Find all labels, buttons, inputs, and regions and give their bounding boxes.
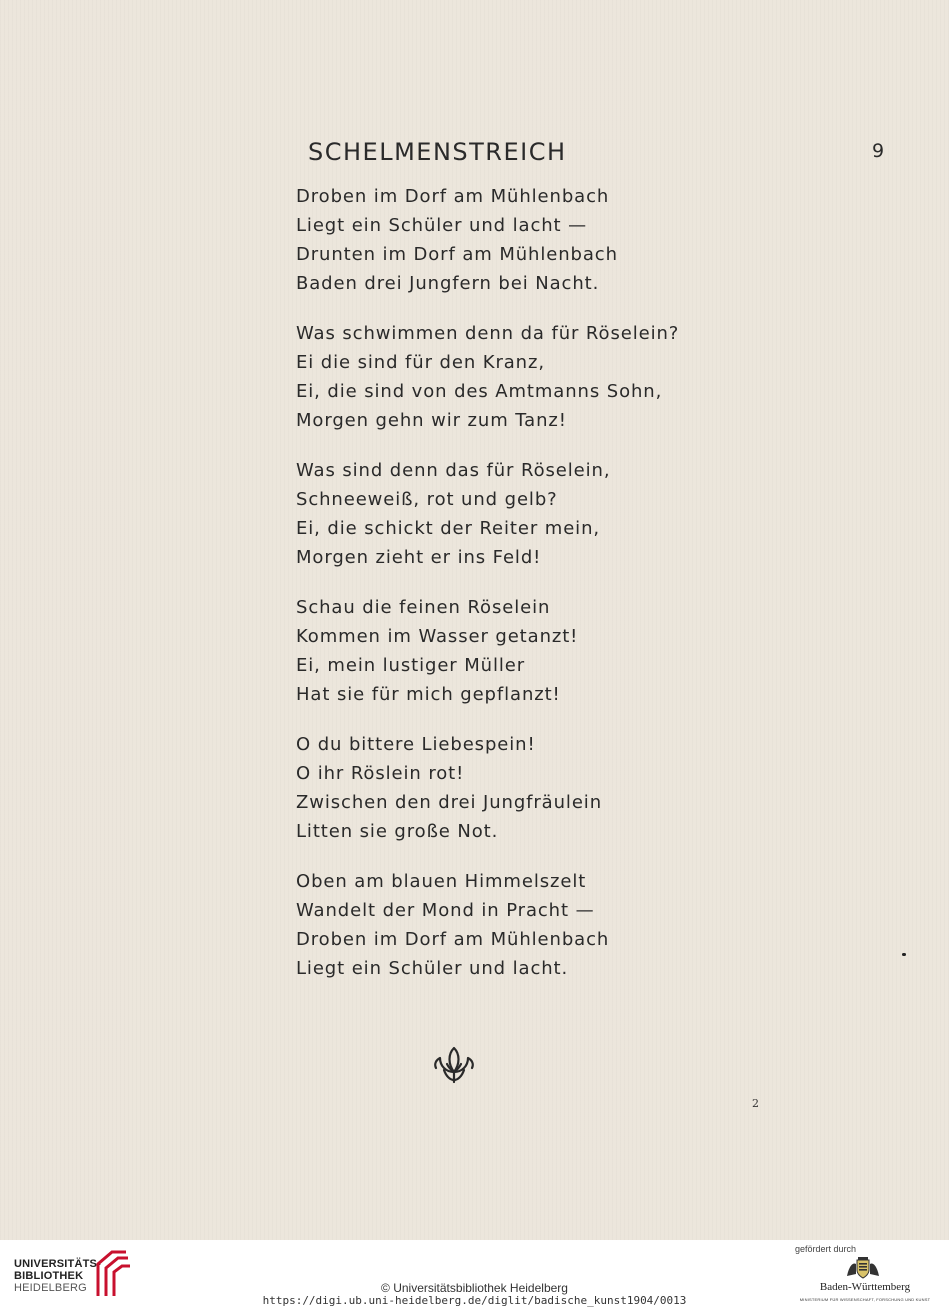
- funder-ministry: MINISTERIUM FÜR WISSENSCHAFT, FORSCHUNG UND KUNST: [799, 1297, 931, 1302]
- poem-line: Was sind denn das für Röselein,: [296, 460, 611, 481]
- poem-title: SCHELMENSTREICH: [308, 138, 567, 166]
- poem-line: Kommen im Wasser getanzt!: [296, 626, 579, 647]
- stanza: [296, 730, 736, 846]
- poem-line: Schneeweiß, rot und gelb?: [296, 489, 558, 510]
- poem-line: Was schwimmen denn da für Röselein?: [296, 323, 680, 344]
- tulip-ornament-icon: [430, 1044, 478, 1084]
- signature-mark: 2: [752, 1097, 759, 1110]
- stanza: [296, 593, 736, 709]
- poem-line: Morgen gehn wir zum Tanz!: [296, 410, 567, 431]
- poem-line: Ei, die sind von des Amtmanns Sohn,: [296, 381, 663, 402]
- poem-line: Hat sie für mich gepflanzt!: [296, 684, 561, 705]
- stanza: [296, 182, 736, 298]
- poem-line: O du bittere Liebespein!: [296, 734, 536, 755]
- poem-line: Litten sie große Not.: [296, 821, 499, 842]
- stanza: [296, 319, 736, 435]
- library-line: UNIVERSITÄTS-: [14, 1258, 101, 1270]
- poem-line: Droben im Dorf am Mühlenbach: [296, 929, 610, 950]
- poem-line: Ei, mein lustiger Müller: [296, 655, 526, 676]
- funded-by-label: gefördert durch: [795, 1244, 857, 1254]
- poem-line: Baden drei Jungfern bei Nacht.: [296, 273, 600, 294]
- stanza: [296, 867, 736, 983]
- poem-line: O ihr Röslein rot!: [296, 763, 465, 784]
- poem-line: Ei die sind für den Kranz,: [296, 352, 545, 373]
- poem-line: Liegt ein Schüler und lacht.: [296, 958, 569, 979]
- poem-line: Oben am blauen Himmelszelt: [296, 871, 587, 892]
- permalink-url[interactable]: https://digi.ub.uni-heidelberg.de/diglit/badische_kunst1904/0013: [262, 1294, 687, 1307]
- poem-line: Schau die feinen Röselein: [296, 597, 551, 618]
- poem-body: [296, 182, 736, 1004]
- poem-line: Droben im Dorf am Mühlenbach: [296, 186, 610, 207]
- poem-line: Drunten im Dorf am Mühlenbach: [296, 244, 618, 265]
- copyright-text: © Universitätsbibliothek Heidelberg: [381, 1281, 568, 1295]
- library-line: BIBLIOTHEK: [14, 1270, 84, 1282]
- poem-line: Ei, die schickt der Reiter mein,: [296, 518, 601, 539]
- poem-line: Liegt ein Schüler und lacht —: [296, 215, 588, 236]
- page-number: 9: [872, 140, 885, 162]
- poem-line: Wandelt der Mond in Pracht —: [296, 900, 595, 921]
- baden-wuerttemberg-coat-of-arms-icon: [845, 1256, 881, 1280]
- library-line: HEIDELBERG: [14, 1282, 87, 1294]
- stanza: [296, 456, 736, 572]
- ink-speck: [902, 953, 906, 956]
- poem-line: Zwischen den drei Jungfräulein: [296, 792, 603, 813]
- funder-name: Baden-Württemberg: [819, 1281, 911, 1293]
- poem-line: Morgen zieht er ins Feld!: [296, 547, 542, 568]
